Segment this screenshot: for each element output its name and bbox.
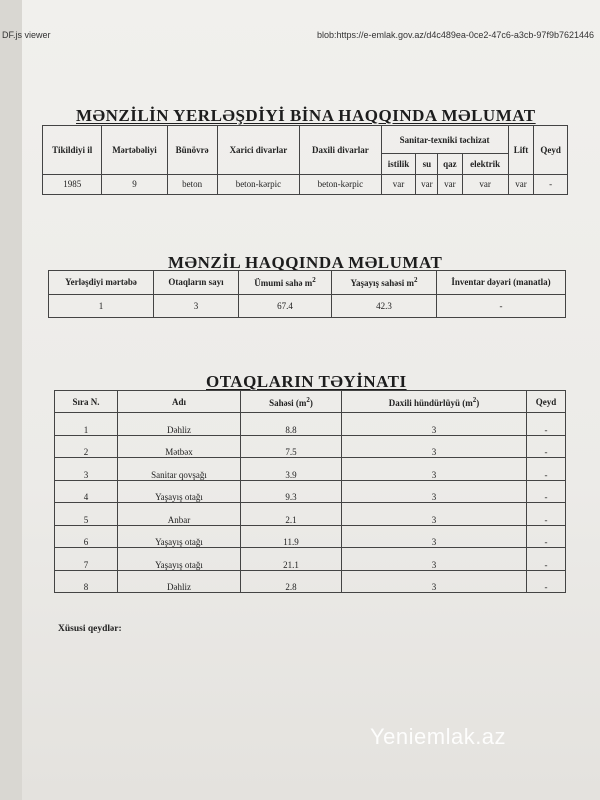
- header-sanitary: Sanitar-texniki təchizat: [381, 126, 508, 154]
- cell-remark: -: [527, 413, 566, 436]
- value-foundation: beton: [167, 174, 217, 194]
- building-title: MƏNZİLİN YERLƏŞDİYİ BİNA HAQQINDA MƏLUMAT: [76, 106, 536, 125]
- header-rooms: Otaqların sayı: [154, 271, 239, 295]
- header-name: Adı: [118, 391, 241, 413]
- value-floors: 9: [102, 174, 167, 194]
- cell-height: 3: [342, 435, 527, 458]
- special-notes-label: Xüsusi qeydlər:: [58, 624, 122, 634]
- table-row: [55, 458, 566, 481]
- cell-area: 8.8: [241, 413, 342, 436]
- table-row: [55, 570, 566, 593]
- cell-num: 7: [55, 548, 118, 571]
- header-inner-walls: Daxili divarlar: [300, 126, 381, 175]
- cell-remark: -: [527, 503, 566, 526]
- table-row: [55, 435, 566, 458]
- header-floor: Yerləşdiyi mərtəbə: [49, 271, 154, 295]
- cell-remark: -: [527, 458, 566, 481]
- table-row: [55, 525, 566, 548]
- cell-num: 4: [55, 480, 118, 503]
- cell-num: 5: [55, 503, 118, 526]
- header-living-area: Yaşayış sahəsi $m^2$: [332, 271, 437, 295]
- blob-url: blob:https://e-emlak.gov.az/d4c489ea-0ce2-47c6-a3cb-97f9b7621446: [316, 30, 594, 40]
- header-electric: elektrik: [462, 154, 508, 174]
- cell-name: Dəhliz: [118, 413, 241, 436]
- header-outer-walls: Xarici divarlar: [217, 126, 300, 175]
- value-gas: var: [438, 174, 462, 194]
- cell-height: 3: [342, 480, 527, 503]
- cell-area: 3.9: [241, 458, 342, 481]
- cell-area: 2.8: [241, 570, 342, 593]
- header-total-area: Ümumi sahə $m^2$: [239, 271, 332, 295]
- value-rooms: 3: [154, 294, 239, 318]
- value-inventory: -: [437, 294, 566, 318]
- value-total-area: 67.4: [239, 294, 332, 318]
- cell-height: 3: [342, 413, 527, 436]
- cell-height: 3: [342, 503, 527, 526]
- building-table: [42, 125, 568, 195]
- apartment-title: MƏNZİL HAQQINDA MƏLUMAT: [168, 253, 443, 272]
- header-area: Sahəsi $(m^2)$: [241, 391, 342, 413]
- table-row: [55, 413, 566, 436]
- value-floor: 1: [49, 294, 154, 318]
- header-heating: istilik: [381, 154, 416, 174]
- value-water: var: [416, 174, 438, 194]
- header-remark: Qeyd: [527, 391, 566, 413]
- cell-num: 2: [55, 435, 118, 458]
- cell-num: 1: [55, 413, 118, 436]
- value-outer-walls: beton-kərpic: [217, 174, 300, 194]
- cell-area: 7.5: [241, 435, 342, 458]
- header-num: Sıra N.: [55, 391, 118, 413]
- value-year: 1985: [43, 174, 102, 194]
- table-row: [55, 480, 566, 503]
- rooms-title: OTAQLARIN TƏYİNATI: [206, 372, 407, 391]
- cell-num: 6: [55, 525, 118, 548]
- value-lift: var: [508, 174, 534, 194]
- cell-height: 3: [342, 458, 527, 481]
- cell-num: 8: [55, 570, 118, 593]
- header-remark: Qeyd: [534, 126, 568, 175]
- cell-area: 21.1: [241, 548, 342, 571]
- cell-name: Anbar: [118, 503, 241, 526]
- cell-height: 3: [342, 570, 527, 593]
- cell-area: 11.9: [241, 525, 342, 548]
- value-heating: var: [381, 174, 416, 194]
- header-floors: Mərtəbəliyi: [102, 126, 167, 175]
- value-remark: -: [534, 174, 568, 194]
- cell-name: Yaşayış otağı: [118, 548, 241, 571]
- header-gas: qaz: [438, 154, 462, 174]
- rooms-table: [54, 390, 566, 593]
- header-inventory: İnventar dəyəri (manatla): [437, 271, 566, 295]
- cell-area: 9.3: [241, 480, 342, 503]
- cell-name: Yaşayış otağı: [118, 525, 241, 548]
- header-water: su: [416, 154, 438, 174]
- header-height: Daxili hündürlüyü $(m^2)$: [342, 391, 527, 413]
- table-row: [55, 503, 566, 526]
- cell-height: 3: [342, 548, 527, 571]
- cell-name: Dəhliz: [118, 570, 241, 593]
- cell-height: 3: [342, 525, 527, 548]
- cell-remark: -: [527, 435, 566, 458]
- cell-name: Sanitar qovşağı: [118, 458, 241, 481]
- viewer-label: DF.js viewer: [2, 30, 51, 40]
- watermark: Yeniemlak.az: [370, 724, 507, 749]
- apartment-table: [48, 270, 566, 318]
- header-lift: Lift: [508, 126, 534, 175]
- cell-name: Mətbəx: [118, 435, 241, 458]
- cell-remark: -: [527, 525, 566, 548]
- cell-remark: -: [527, 548, 566, 571]
- cell-remark: -: [527, 570, 566, 593]
- cell-num: 3: [55, 458, 118, 481]
- header-year: Tikildiyi il: [43, 126, 102, 175]
- value-inner-walls: beton-kərpic: [300, 174, 381, 194]
- table-row: [55, 548, 566, 571]
- cell-name: Yaşayış otağı: [118, 480, 241, 503]
- value-electric: var: [462, 174, 508, 194]
- cell-remark: -: [527, 480, 566, 503]
- value-living-area: 42.3: [332, 294, 437, 318]
- cell-area: 2.1: [241, 503, 342, 526]
- header-foundation: Bünövrə: [167, 126, 217, 175]
